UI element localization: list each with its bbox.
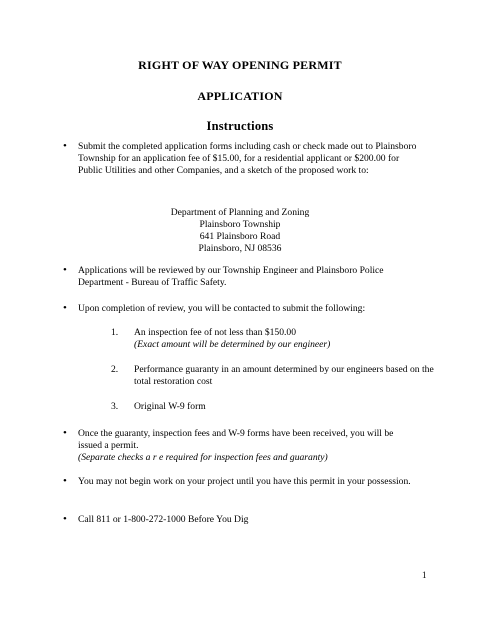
bullet-permit-issued: Once the guaranty, inspection fees and W-9 forms have been received, you will be issued a permit. bbox=[78, 428, 394, 451]
bullet-review: Applications will be reviewed by our Township Engineer and Plainsboro Police Department - Bureau of Traffic Safety. bbox=[78, 265, 384, 288]
bullet-marker: • bbox=[63, 427, 67, 439]
item-w9-form: Original W-9 form bbox=[134, 401, 206, 412]
item-number: 3. bbox=[111, 401, 119, 412]
document-subtitle: APPLICATION bbox=[197, 89, 283, 103]
address-line: Plainsboro Township bbox=[199, 219, 281, 230]
item-number: 1. bbox=[111, 327, 119, 338]
page-number: 1 bbox=[422, 570, 427, 580]
bullet-marker: • bbox=[63, 140, 67, 152]
section-heading: Instructions bbox=[206, 119, 274, 133]
bullet-submit-forms: Submit the completed application forms including cash or check made out to Plainsboro Township for an application fee of $15.00, for a residential applicant or $200.00 for Public Utilities and other Companies, and a sketch of the proposed work to: bbox=[78, 141, 417, 176]
bullet-marker: • bbox=[63, 475, 67, 487]
bullet-no-work: You may not begin work on your project until you have this permit in your possession. bbox=[78, 476, 411, 487]
bullet-marker: • bbox=[63, 264, 67, 276]
item-number: 2. bbox=[111, 364, 119, 375]
address-line: Department of Planning and Zoning bbox=[170, 207, 310, 218]
item-inspection-fee: An inspection fee of not less than $150.00 bbox=[134, 327, 296, 338]
item-inspection-note: (Exact amount will be determined by our engineer) bbox=[134, 339, 331, 350]
bullet-separate-checks-note: (Separate checks a r e required for inspection fees and guaranty) bbox=[78, 452, 328, 463]
bullet-completion: Upon completion of review, you will be contacted to submit the following: bbox=[78, 303, 366, 314]
bullet-call-811: Call 811 or 1-800-272-1000 Before You Dig bbox=[78, 514, 249, 525]
item-performance-guaranty: Performance guaranty in an amount determined by our engineers based on the total restoration cost bbox=[134, 364, 434, 387]
address-line: 641 Plainsboro Road bbox=[199, 231, 281, 242]
document-title: RIGHT OF WAY OPENING PERMIT bbox=[138, 58, 342, 72]
bullet-marker: • bbox=[63, 302, 67, 314]
address-line: Plainsboro, NJ 08536 bbox=[198, 243, 282, 254]
bullet-marker: • bbox=[63, 513, 67, 525]
